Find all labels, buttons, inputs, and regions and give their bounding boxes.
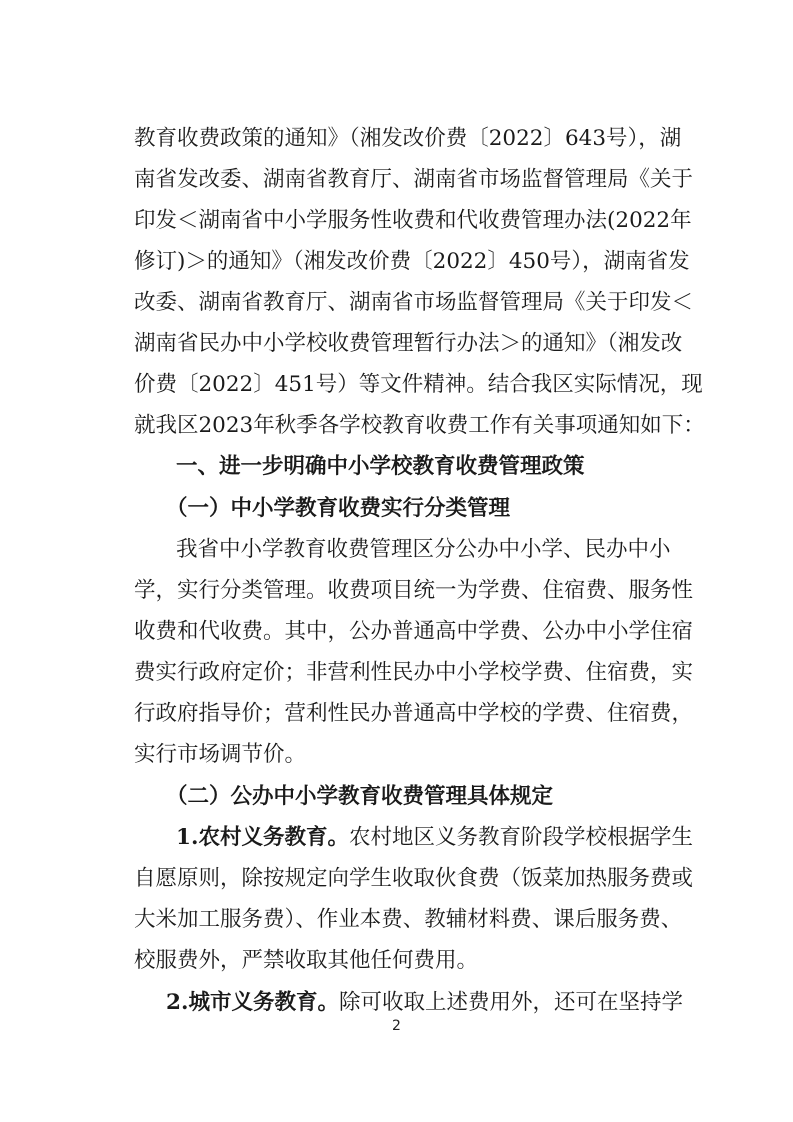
body-line: 实行市场调节价。 [134, 742, 307, 767]
body-line: 价费〔2022〕451号）等文件精神。结合我区实际情况，现 [134, 372, 703, 397]
subsection-heading: （一）中小学教育收费实行分类管理 [166, 496, 511, 521]
body-line: 行政府指导价；营利性民办普通高中学校的学费、住宿费， [134, 701, 694, 726]
body-line: 就我区2023年秋季各学校教育收费工作有关事项通知如下： [134, 413, 705, 438]
page-number: 2 [392, 1018, 401, 1034]
body-line: 教育收费政策的通知》（湘发改价费〔2022〕643号），湖 [134, 126, 682, 151]
section-heading: 一、进一步明确中小学校教育收费管理政策 [176, 454, 585, 479]
body-line: 湖南省民办中小学校收费管理暂行办法＞的通知》（湘发改 [134, 331, 683, 356]
body-line: 印发＜湖南省中小学服务性收费和代收费管理办法(2022年 [134, 208, 692, 233]
item-lead: 1.农村义务教育。 [176, 825, 349, 850]
body-line: 校服费外，严禁收取其他任何费用。 [134, 948, 479, 973]
body-line: 自愿原则，除按规定向学生收取伙食费（饭菜加热服务费或 [134, 866, 694, 891]
body-line: 改委、湖南省教育厅、湖南省市场监督管理局《关于印发＜ [134, 290, 694, 315]
subsection-heading: （二）公办中小学教育收费管理具体规定 [166, 784, 554, 809]
body-line: 收费和代收费。其中，公办普通高中学费、公办中小学住宿 [134, 619, 694, 644]
item-lead: 2.城市义务教育。 [166, 990, 339, 1015]
body-line: 大米加工服务费）、作业本费、教辅材料费、课后服务费、 [134, 907, 683, 932]
item-text: 农村地区义务教育阶段学校根据学生 [348, 825, 693, 850]
body-line: 费实行政府定价；非营利性民办中小学校学费、住宿费，实 [134, 660, 694, 685]
item-text: 除可收取上述费用外，还可在坚持学 [338, 990, 683, 1015]
item-first-line [176, 823, 693, 853]
item-first-line [166, 988, 683, 1018]
body-line: 学，实行分类管理。收费项目统一为学费、住宿费、服务性 [134, 578, 694, 603]
body-line: 修订)＞的通知》（湘发改价费〔2022〕450号），湖南省发 [134, 249, 690, 274]
body-line: 南省发改委、湖南省教育厅、湖南省市场监督管理局《关于 [134, 167, 694, 192]
body-line: 我省中小学教育收费管理区分公办中小学、民办中小 [176, 537, 671, 562]
